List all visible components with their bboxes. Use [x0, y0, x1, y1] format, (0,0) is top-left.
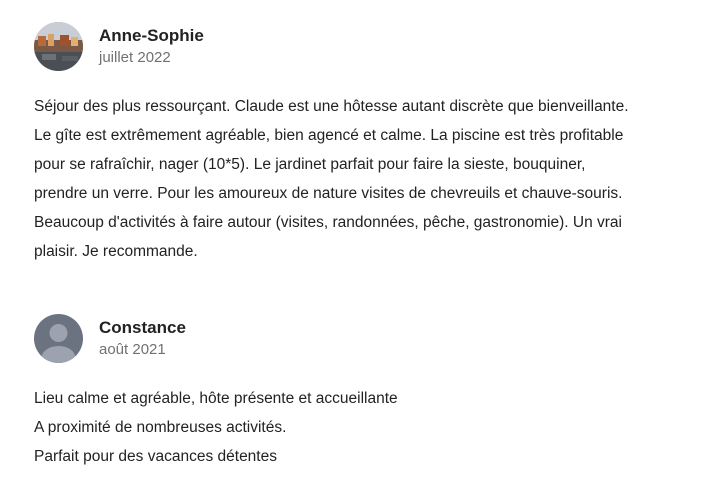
- user-photo-icon: [34, 22, 83, 71]
- reviewer-name[interactable]: Anne-Sophie: [99, 25, 204, 45]
- default-user-icon: [34, 314, 83, 363]
- reviewer-meta: [99, 25, 204, 68]
- avatar[interactable]: [34, 22, 83, 71]
- review-text: Lieu calme et agréable, hôte présente et accueillante A proximité de nombreuses activités. Parfait pour des vacances détentes: [34, 390, 398, 465]
- review-card: [34, 312, 706, 471]
- reviewer-meta: [99, 317, 186, 360]
- reviewer-name[interactable]: Constance: [99, 317, 186, 337]
- review-date: août 2021: [99, 340, 166, 358]
- avatar[interactable]: [34, 314, 83, 363]
- review-card: [34, 20, 706, 266]
- review-header: [34, 20, 706, 72]
- review-date: juillet 2022: [99, 48, 171, 66]
- review-header: [34, 312, 706, 364]
- review-text: Séjour des plus ressourçant. Claude est une hôtesse autant discrète que bienveillante. Le gîte est extrêmement agréable, bien agencé et calme. La piscine est très profitable pour se rafraîchir, nager (10*5). Le jardinet parfait pour faire la sieste, bouquiner, prendre un verre. Pour les amoureux de nature visites de chevreuils et chauve-souris. Beaucoup d'activités à faire autour (visites, randonnées, pêche, gastronomie). Un vrai plaisir. Je recommande.: [34, 98, 629, 260]
